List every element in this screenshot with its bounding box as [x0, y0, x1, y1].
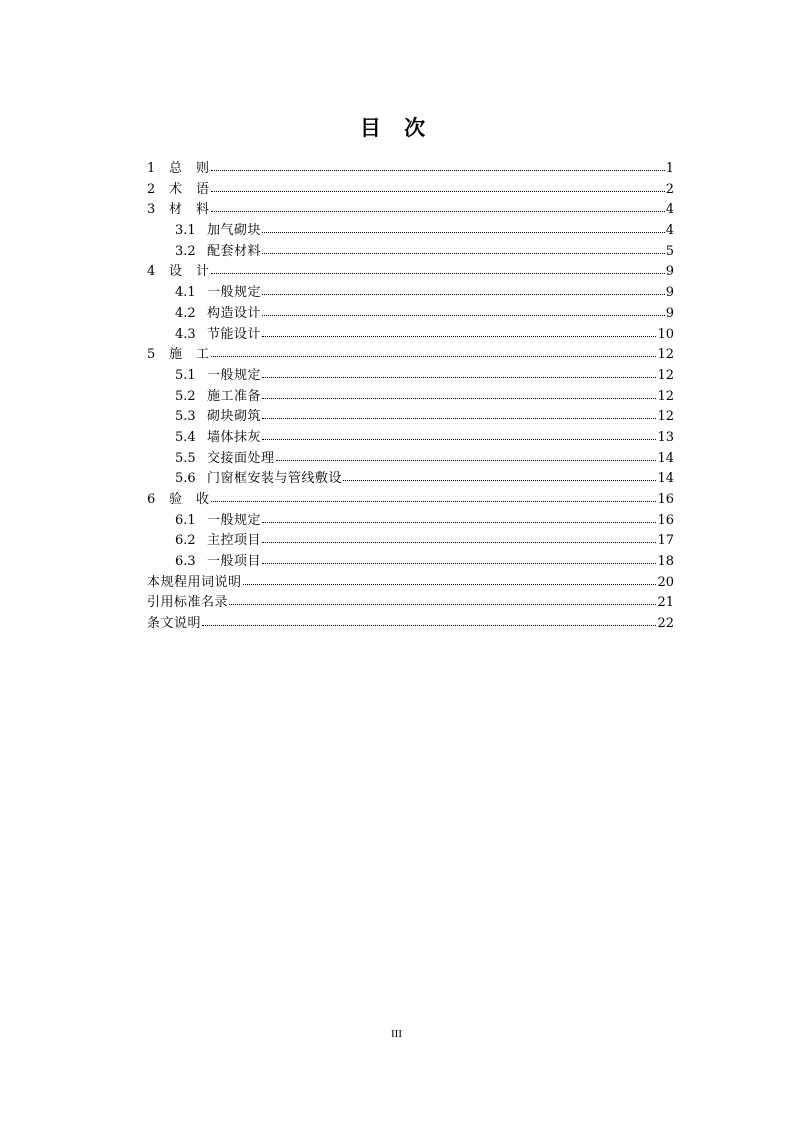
- toc-entry-label: 施工准备: [207, 388, 262, 404]
- toc-entry-page: 13: [657, 429, 674, 445]
- toc-entry-page: 1: [665, 161, 674, 176]
- toc-entry[interactable]: [147, 428, 674, 449]
- toc-dot-leader: [262, 541, 656, 543]
- toc-dot-leader: [229, 603, 656, 605]
- page-number: III: [391, 1028, 402, 1040]
- toc-entry-number: 5.1: [175, 367, 196, 383]
- toc-entry-number: 4.2: [175, 305, 196, 321]
- toc-entry-page: 2: [665, 181, 674, 197]
- toc-entry-label: 术 语: [169, 181, 210, 197]
- toc-entry[interactable]: [147, 593, 674, 614]
- toc-entry-label: 材 料: [169, 202, 210, 218]
- toc-entry[interactable]: [147, 469, 674, 490]
- toc-entry-label: 设 计: [169, 264, 210, 280]
- toc-entry-page: 22: [657, 616, 674, 632]
- toc-entry-number: 5.5: [175, 450, 196, 466]
- toc-entry-label: 一般项目: [207, 554, 262, 570]
- toc-entry-page: 14: [657, 450, 674, 466]
- toc-entry-number: 1: [147, 161, 156, 176]
- toc-entry-page: 9: [665, 305, 674, 321]
- toc-entry[interactable]: [147, 159, 674, 180]
- toc-entry-label: 一般规定: [207, 285, 262, 301]
- toc-entry-number: 5.6: [175, 471, 196, 487]
- toc-entry-label: 本规程用词说明: [147, 574, 242, 590]
- toc-entry-page: 9: [665, 285, 674, 301]
- toc-entry[interactable]: [147, 531, 674, 552]
- toc-entry[interactable]: [147, 221, 674, 242]
- toc-entry-page: 17: [657, 533, 674, 549]
- toc-entry[interactable]: [147, 407, 674, 428]
- toc-entry[interactable]: [147, 325, 674, 346]
- toc-entry-label: 主控项目: [207, 533, 262, 549]
- toc-dot-leader: [262, 397, 656, 399]
- toc-entry-number: 6.1: [175, 512, 196, 528]
- toc-entry[interactable]: [147, 200, 674, 221]
- toc-dot-leader: [343, 479, 656, 481]
- toc-entry-number: 6.3: [175, 554, 196, 570]
- toc-entry-page: 5: [665, 243, 674, 259]
- toc-entry-page: 12: [657, 367, 674, 383]
- toc-entry-label: 总 则: [169, 161, 210, 176]
- toc-entry-number: 5.4: [175, 429, 196, 445]
- toc-entry-label: 验 收: [169, 492, 210, 507]
- toc-entry-page: 12: [657, 347, 674, 363]
- toc-dot-leader: [262, 417, 656, 419]
- toc-entry-number: 3: [147, 202, 156, 218]
- toc-entry-page: 12: [657, 409, 674, 425]
- toc-dot-leader: [202, 624, 656, 626]
- toc-entry-label: 墙体抹灰: [207, 429, 262, 445]
- toc-entry-number: 4.1: [175, 285, 196, 301]
- toc-entry-page: 21: [657, 595, 674, 611]
- toc-entry-page: 9: [665, 264, 674, 280]
- toc-entry-page: 10: [657, 326, 674, 342]
- toc-entry-page: 16: [657, 492, 674, 507]
- toc-entry-page: 18: [657, 554, 674, 570]
- toc-entry-number: 6.2: [175, 533, 196, 549]
- table-of-contents: [147, 159, 674, 635]
- toc-entry[interactable]: [147, 242, 674, 263]
- toc-entry-number: 3.2: [175, 243, 196, 259]
- toc-dot-leader: [262, 562, 656, 564]
- toc-entry-number: 6: [147, 492, 156, 507]
- toc-dot-leader: [262, 252, 665, 254]
- toc-entry[interactable]: [147, 552, 674, 573]
- toc-dot-leader: [211, 169, 665, 171]
- toc-entry-number: 2: [147, 181, 156, 197]
- toc-entry-number: 4.3: [175, 326, 196, 342]
- toc-entry-page: 16: [657, 512, 674, 528]
- toc-entry-label: 构造设计: [207, 305, 262, 321]
- toc-entry-page: 4: [665, 223, 674, 239]
- toc-entry-page: 12: [657, 388, 674, 404]
- toc-entry-number: 3.1: [175, 223, 196, 239]
- toc-dot-leader: [262, 314, 665, 316]
- toc-entry-label: 条文说明: [147, 616, 202, 632]
- toc-entry-label: 门窗框安装与管线敷设: [207, 471, 343, 487]
- toc-entry-page: 20: [657, 574, 674, 590]
- toc-entry-label: 交接面处理: [207, 450, 275, 466]
- toc-entry[interactable]: [147, 573, 674, 594]
- toc-dot-leader: [262, 521, 656, 523]
- page-title: 目 次: [359, 115, 434, 140]
- toc-entry-label: 加气砌块: [207, 223, 262, 239]
- toc-dot-leader: [262, 376, 656, 378]
- toc-entry-label: 一般规定: [207, 512, 262, 528]
- toc-entry-number: 5: [147, 347, 156, 363]
- toc-entry-label: 配套材料: [207, 243, 262, 259]
- toc-dot-leader: [243, 583, 657, 585]
- toc-dot-leader: [211, 190, 665, 192]
- toc-entry-label: 引用标准名录: [147, 595, 229, 611]
- toc-entry[interactable]: [147, 366, 674, 387]
- toc-entry[interactable]: [147, 490, 674, 511]
- toc-entry[interactable]: [147, 283, 674, 304]
- toc-entry[interactable]: [147, 511, 674, 532]
- toc-dot-leader: [276, 459, 657, 461]
- toc-entry[interactable]: [147, 262, 674, 283]
- toc-dot-leader: [211, 355, 657, 357]
- toc-dot-leader: [262, 293, 665, 295]
- toc-entry[interactable]: [147, 345, 674, 366]
- toc-dot-leader: [262, 438, 656, 440]
- toc-entry[interactable]: [147, 449, 674, 470]
- toc-entry-number: 4: [147, 264, 156, 280]
- toc-dot-leader: [211, 210, 665, 212]
- toc-entry-label: 节能设计: [207, 326, 262, 342]
- toc-dot-leader: [262, 335, 656, 337]
- toc-entry-page: 4: [665, 202, 674, 218]
- toc-entry-number: 5.3: [175, 409, 196, 425]
- toc-entry-label: 砌块砌筑: [207, 409, 262, 425]
- toc-entry-page: 14: [657, 471, 674, 487]
- toc-entry-label: 一般规定: [207, 367, 262, 383]
- toc-entry[interactable]: [147, 387, 674, 408]
- toc-entry[interactable]: [147, 304, 674, 325]
- toc-entry[interactable]: [147, 180, 674, 201]
- toc-entry-number: 5.2: [175, 388, 196, 404]
- toc-entry-label: 施 工: [169, 347, 210, 363]
- toc-dot-leader: [211, 272, 665, 274]
- toc-dot-leader: [262, 231, 665, 233]
- toc-dot-leader: [211, 500, 657, 502]
- toc-entry[interactable]: [147, 614, 674, 635]
